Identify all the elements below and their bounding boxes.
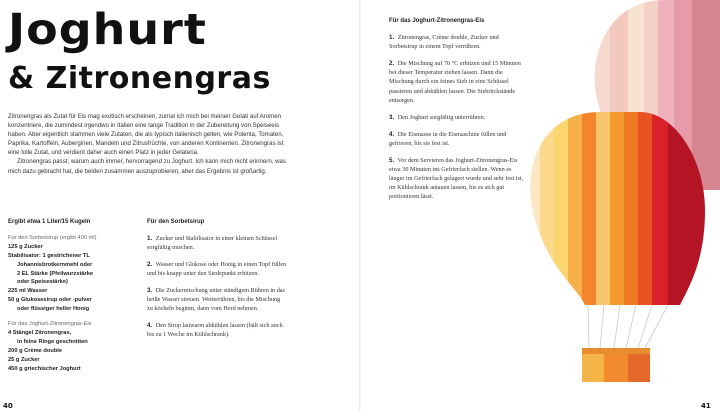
- ingredient-item: 25 g Zucker: [8, 356, 40, 363]
- intro-text: [8, 112, 288, 176]
- page-number-right: 41: [701, 402, 711, 410]
- step-text: Vor dem Servieren das Joghurt-Zitronengras-Eis etwa 30 Minuten ins Gefrierfach stellen. Wenn es länger im Gefrierfach gelagert wurde und sehr fest ist, im Kühlschrank antauen lassen, bis es sich gut portionieren lässt.: [389, 157, 524, 201]
- ice-method-heading: Für das Joghurt-Zitronengras-Eis: [389, 18, 485, 24]
- ingredients-column: [8, 218, 138, 374]
- ingredient-item: oder Speisestärke): [17, 279, 68, 286]
- page-title-line1: Joghurt: [8, 4, 207, 54]
- step-number: 3.: [389, 113, 395, 121]
- ingredient-item: 125 g Zucker: [8, 243, 43, 250]
- page-number-left: 40: [3, 402, 13, 410]
- method-step: [147, 321, 287, 339]
- step-number: 2.: [147, 261, 153, 268]
- ice-method-column: [389, 17, 524, 210]
- step-number: 4.: [389, 130, 395, 138]
- intro-paragraph-1: Zitronengras als Zutat für Eis mag exotisch erscheinen, zumal ich mich bei meinen Gelati auf Aromen konzentriere, die zumindest irgendwo in Italien eine lange Tradition in der Zubereitung von Speiseeis haben. Aber eigentlich stammen viele Zutaten, die als typisch italienisch gelten, wie Polenta, Tomaten, Paprika, Kartoffeln, Auberginen, Mandeln und Zitrusfrüchte, von anderen Kontinenten. Zitronengras ist eine tolle Zutat, und verdient daher auch einen Platz in jeder Gelateria.: [8, 113, 284, 157]
- step-text: Die Mischung auf 70 °C erhitzen und 15 Minuten bei dieser Temperatur ziehen lassen. Dann die Mischung durch ein feines Sieb in eine Schüssel passieren und abkühlen lassen. Die Siebrückstände entsorgen.: [389, 60, 521, 104]
- step-number: 3.: [147, 287, 153, 294]
- step-number: 5.: [389, 157, 395, 165]
- ingredient-item: oder flüssiger heller Honig: [17, 306, 90, 313]
- method-step: [389, 59, 524, 104]
- ice-ingredients-heading: Für das Joghurt-Zitronengras-Eis: [8, 321, 92, 328]
- yield-heading: Ergibt etwa 1 Liter/15 Kugeln: [8, 219, 91, 225]
- method-step: [389, 156, 524, 201]
- ingredient-item: 4 Stängel Zitronengras,: [8, 329, 72, 336]
- ingredient-item: 450 g griechischer Joghurt: [8, 365, 81, 372]
- sorbet-method-heading: Für den Sorbetsirup: [147, 219, 205, 225]
- ingredient-item: Johannisbrotkernmehl oder: [17, 261, 93, 268]
- front-balloon: [520, 100, 708, 382]
- method-step: [147, 286, 287, 313]
- method-step: [389, 130, 524, 148]
- step-text: Zucker und Stabilisator in einer kleinen Schüssel sorgfältig mischen.: [147, 235, 278, 251]
- ingredient-item: in feine Ringe geschnitten: [17, 338, 88, 345]
- syrup-ingredients-heading: Für den Sorbetsirup (ergibt 400 ml): [8, 234, 97, 241]
- ingredient-item: 200 g Crème double: [8, 347, 63, 354]
- ingredient-item: Stabilisator: 1 gestrichener TL: [8, 252, 90, 259]
- intro-paragraph-2: Zitronengras passt, warum auch immer, hervorragend zu Joghurt. Ich kann mich nicht erinnern, was mich dazu gebracht hat, die beiden zusammen auszuprobieren, aber das Ergebnis ist großartig.: [8, 158, 286, 175]
- ingredient-item: 50 g Glukosesirup oder -pulver: [8, 297, 92, 304]
- method-step: [147, 260, 287, 278]
- step-text: Die Eismasse in die Eismaschine füllen und gefrieren, bis sie fest ist.: [389, 130, 507, 147]
- step-number: 1.: [147, 235, 153, 242]
- book-gutter: [359, 0, 361, 411]
- step-text: Den Joghurt sorgfältig unterrühren.: [397, 113, 486, 121]
- step-text: Wasser und Glukose oder Honig in einen Topf füllen und bis knapp unter den Siedepunkt erhitzen.: [147, 261, 287, 277]
- ingredient-item: 225 ml Wasser: [8, 288, 48, 295]
- method-step: [147, 234, 287, 252]
- step-text: Zitronengras, Crème double, Zucker und Sorbetsirup in einem Topf verrühren.: [389, 34, 499, 51]
- step-text: Den Sirup lauwarm abkühlen lassen (hält sich auch bis zu 1 Woche im Kühlschrank).: [147, 322, 283, 338]
- method-step: [389, 33, 524, 51]
- method-step: [389, 113, 524, 122]
- step-number: 1.: [389, 34, 395, 42]
- sorbet-method-column: [147, 218, 287, 347]
- step-number: 2.: [389, 60, 395, 68]
- step-number: 4.: [147, 322, 153, 329]
- step-text: Die Zuckermischung unter ständigem Rühren in das heiße Wasser streuen. Weiterrühren, bis die Mischung zu köcheln beginnt, dann vom Herd nehmen.: [147, 287, 285, 312]
- page-title-line2: & Zitronengras: [8, 61, 271, 96]
- ingredient-item: 2 EL Stärke (Pfeilwurzstärke: [17, 270, 94, 277]
